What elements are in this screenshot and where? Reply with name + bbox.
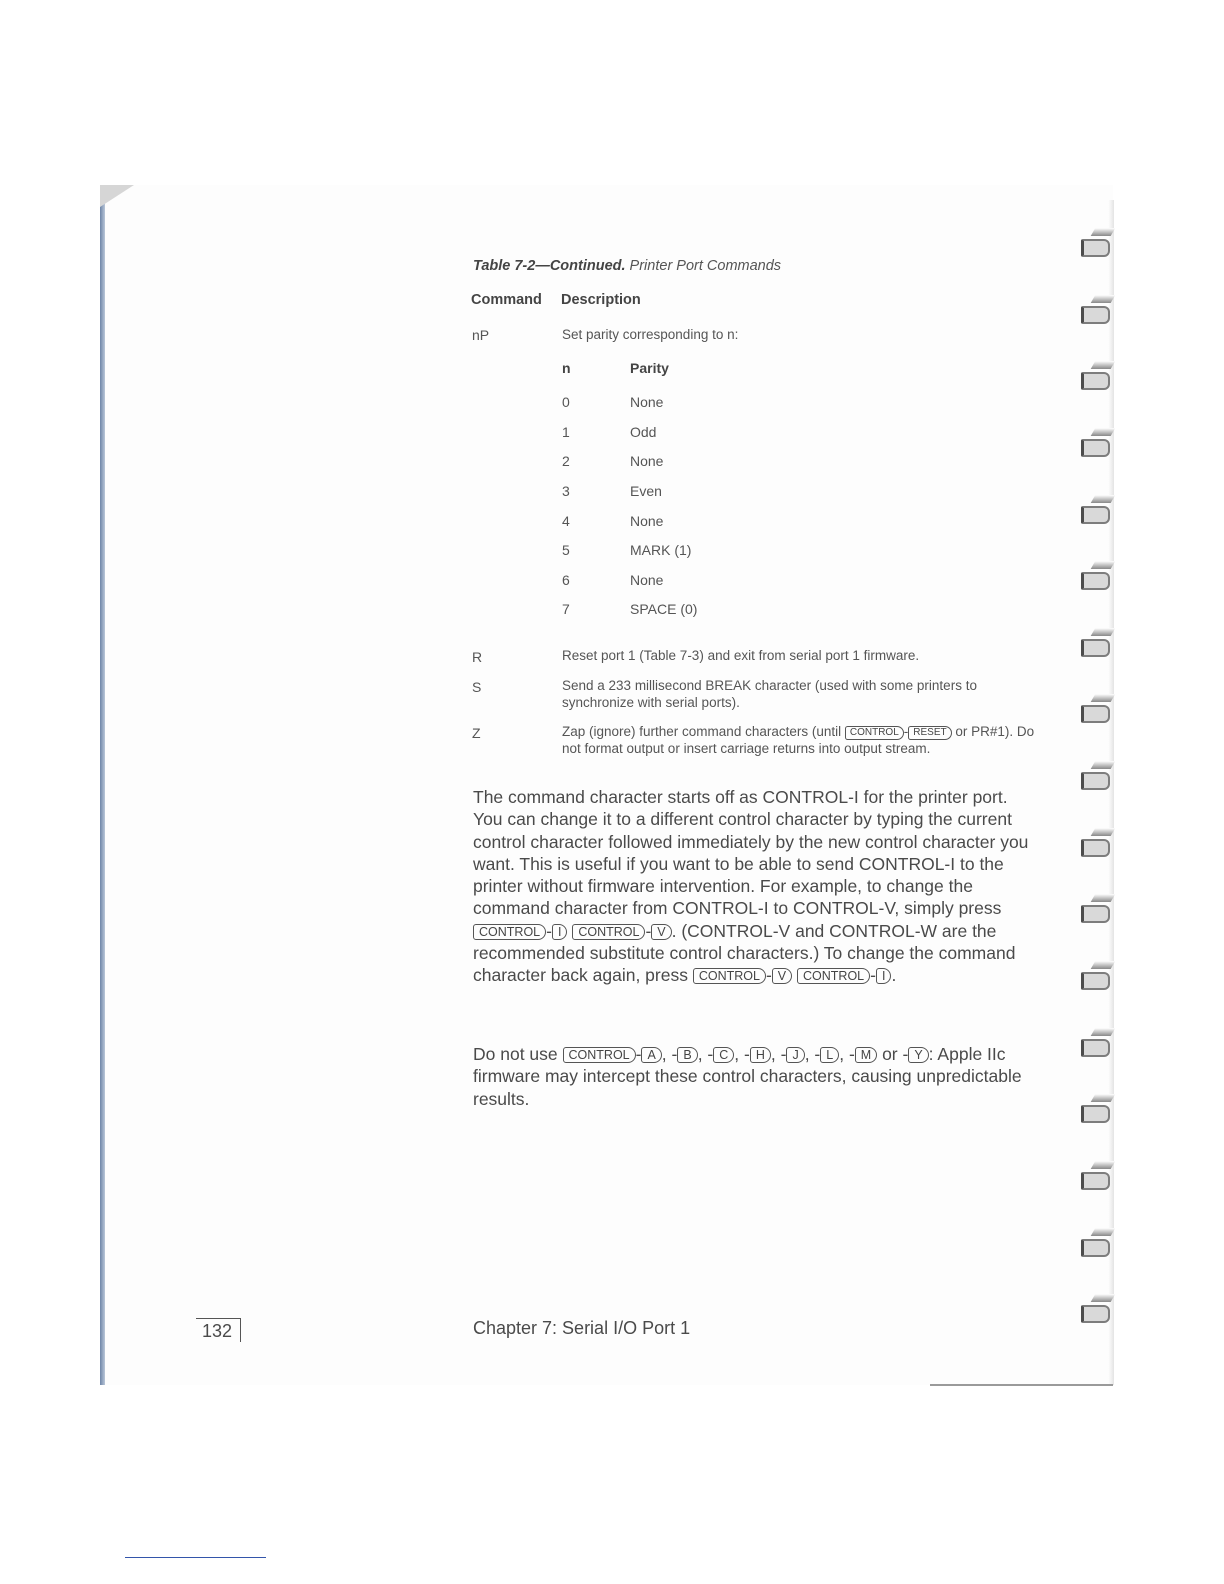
binding-ring — [1079, 636, 1113, 656]
y-key: Y — [908, 1047, 928, 1063]
v-key: V — [651, 924, 671, 940]
parity-value: None — [630, 513, 664, 529]
binding-ring — [1079, 1302, 1113, 1322]
binding-ring — [1079, 369, 1113, 389]
binding-ring — [1079, 1036, 1113, 1056]
link-underline — [125, 1557, 266, 1558]
chapter-footer: Chapter 7: Serial I/O Port 1 — [473, 1318, 691, 1338]
page-sheet — [100, 185, 1113, 1385]
binding-ring — [1079, 702, 1113, 722]
command-np: nP — [472, 327, 490, 343]
body-paragraph-warning: Do not use CONTROL - A , - B , - C , - H , - J , - L , - M or - Y : Apple IIc firmware may intercept these control characters, causing unpredictable results. — [473, 1044, 1022, 1109]
parity-n: 7 — [562, 601, 570, 617]
parity-header-n: n — [562, 360, 571, 376]
a-key: A — [641, 1047, 661, 1063]
h-key: H — [750, 1047, 771, 1063]
binding-ring — [1079, 503, 1113, 523]
parity-n: 2 — [562, 453, 570, 469]
page-bottom-edge — [930, 1384, 1113, 1386]
binding-ring — [1079, 1169, 1113, 1189]
parity-n: 0 — [562, 394, 570, 410]
binding-ring — [1079, 569, 1113, 589]
binding-ring — [1079, 969, 1113, 989]
binding-ring — [1079, 436, 1113, 456]
v-key: V — [772, 968, 792, 984]
m-key: M — [855, 1047, 877, 1063]
description-s: Send a 233 millisecond BREAK character (used with some printers to synchronize with serial ports). — [562, 678, 977, 710]
column-header-command: Command — [471, 292, 542, 308]
parity-value: None — [630, 572, 664, 588]
i-key: I — [552, 924, 567, 940]
parity-n: 1 — [562, 424, 570, 440]
description-r: Reset port 1 (Table 7-3) and exit from serial port 1 firmware. — [562, 648, 920, 663]
command-r: R — [472, 649, 483, 665]
i-key: I — [876, 968, 891, 984]
parity-n: 5 — [562, 542, 570, 558]
l-key: L — [820, 1047, 839, 1063]
column-header-description: Description — [561, 292, 641, 308]
parity-header-parity: Parity — [630, 360, 669, 376]
parity-n: 6 — [562, 572, 570, 588]
c-key: C — [713, 1047, 734, 1063]
parity-n: 4 — [562, 513, 570, 529]
page-edge — [100, 185, 105, 1385]
control-key: CONTROL — [473, 924, 546, 940]
binding-ring — [1079, 1236, 1113, 1256]
body-paragraph-command-character: The command character starts off as CONTROL-I for the printer port. You can change it to a different control character by typing the current control character followed immediately by the new control character you want. This is useful if you want to be able to send CONTROL-I to the printer without firmware intervention. For example, to change the command character from CONTROL-I to CONTROL-V, simply press CONTROL - I CONTROL - V . (CONTROL-V and CONTROL-W are the recommended substitute control characters.) To change the command character back again, press CONTROL - V CONTROL - I . — [473, 787, 1029, 986]
description-z: Zap (ignore) further command characters (until CONTROL - RESET or PR#1). Do not format output or insert carriage returns into output stream. — [562, 724, 1035, 756]
page-number: 132 — [196, 1318, 241, 1342]
parity-value: SPACE (0) — [630, 601, 698, 617]
binding-ring — [1079, 902, 1113, 922]
binding-ring — [1079, 303, 1113, 323]
binding-ring — [1079, 769, 1113, 789]
parity-value: None — [630, 453, 664, 469]
b-key: B — [677, 1047, 697, 1063]
parity-value: MARK (1) — [630, 542, 692, 558]
parity-n: 3 — [562, 483, 570, 499]
parity-value: Even — [630, 483, 662, 499]
parity-value: None — [630, 394, 664, 410]
description-np: Set parity corresponding to n: — [562, 327, 739, 342]
binding-ring — [1079, 1102, 1113, 1122]
command-s: S — [472, 679, 482, 695]
control-key: CONTROL — [797, 968, 870, 984]
table-caption: Table 7-2—Continued. Printer Port Commands — [473, 258, 782, 274]
j-key: J — [786, 1047, 804, 1063]
page-corner — [100, 185, 134, 207]
control-key: CONTROL — [845, 726, 904, 740]
binding-ring — [1079, 836, 1113, 856]
parity-value: Odd — [630, 424, 657, 440]
control-key: CONTROL — [572, 924, 645, 940]
binding-ring — [1079, 236, 1113, 256]
command-z: Z — [472, 725, 481, 741]
reset-key: RESET — [908, 726, 951, 740]
control-key: CONTROL — [693, 968, 766, 984]
control-key: CONTROL — [563, 1047, 636, 1063]
